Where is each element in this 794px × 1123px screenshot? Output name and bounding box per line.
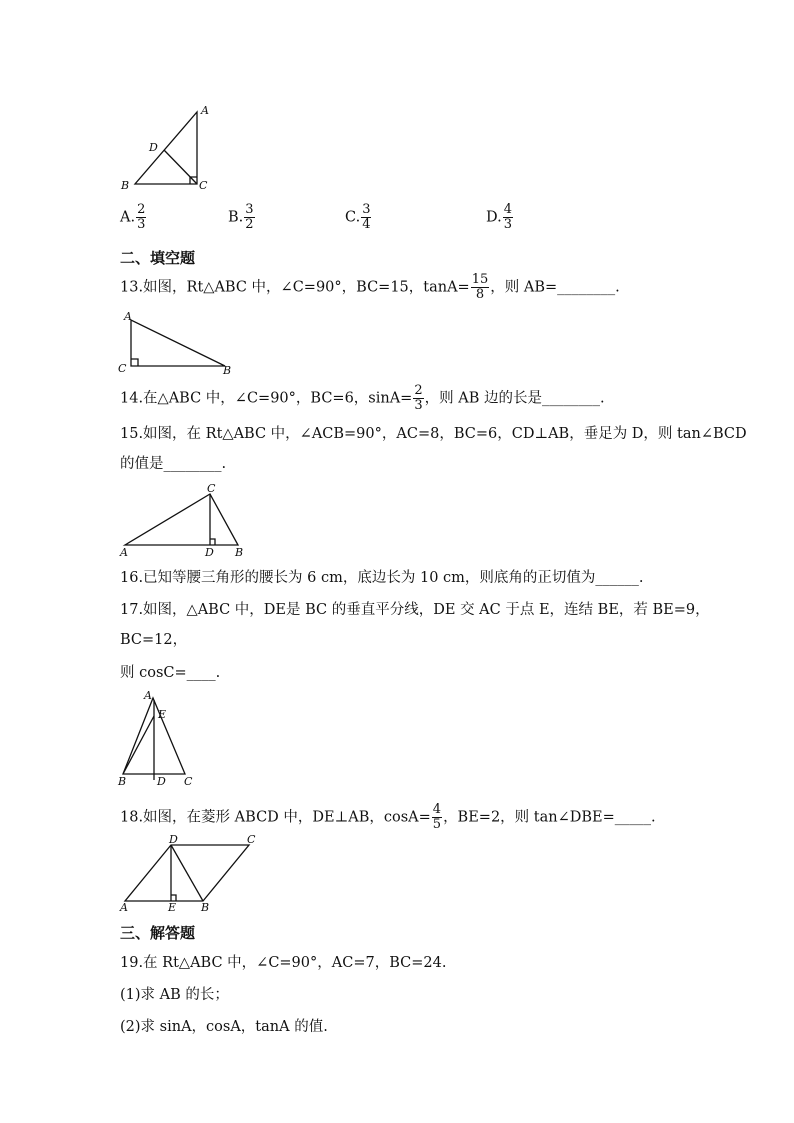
label-a: A — [124, 310, 132, 323]
label-c: C — [118, 362, 127, 375]
option-a: A. $\frac{2}{3}$ — [120, 202, 146, 232]
label-b: B — [223, 364, 232, 375]
option-b: B. $\frac{3}{2}$ — [228, 202, 254, 232]
segment-cd — [164, 150, 197, 184]
label-c: C — [184, 775, 193, 788]
question-15-line2: 的值是________. — [120, 456, 227, 472]
label-b: B — [118, 775, 127, 788]
segment-be — [123, 716, 154, 774]
label-a: A — [120, 901, 128, 914]
figure-q17 — [115, 688, 200, 788]
label-b: B — [121, 179, 130, 192]
triangle-abc — [125, 494, 238, 545]
label-a: A — [120, 546, 128, 559]
question-13: 13.如图，Rt△ABC 中，∠C=90°，BC=15，tanA= $\frac{15}{8}$ ，则 AB=________. — [120, 272, 620, 302]
question-19-part1: (1)求 AB 的长； — [120, 987, 229, 1003]
segment-db — [171, 845, 203, 901]
question-19-part2: (2)求 sinA，cosA，tanA 的值. — [120, 1019, 328, 1035]
question-17-line1: 17.如图，△ABC 中，DE是 BC 的垂直平分线，DE 交 AC 于点 E，连结 BE，若 BE=9， — [120, 602, 710, 618]
label-b: B — [235, 546, 244, 559]
label-b: B — [201, 901, 210, 914]
label-c: C — [207, 482, 216, 495]
right-angle-mark — [131, 359, 138, 366]
section-solve: 三、解答题 — [120, 924, 196, 942]
triangle-abc — [131, 320, 225, 366]
label-a: A — [201, 104, 209, 117]
label-e: E — [168, 901, 177, 914]
question-18: 18.如图，在菱形 ABCD 中，DE⊥AB，cosA= $\frac{4}{5}$ ，BE=2，则 tan∠DBE=_____. — [120, 802, 656, 832]
question-14: 14.在△ABC 中，∠C=90°，BC=6，sinA= $\frac{2}{3}$ ，则 AB 边的长是________. — [120, 383, 605, 413]
label-d: D — [205, 546, 214, 559]
triangle-abc — [135, 112, 197, 184]
label-c: C — [247, 834, 256, 846]
question-15-line1: 15.如图，在 Rt△ABC 中，∠ACB=90°，AC=8，BC=6，CD⊥AB，垂足为 D，则 tan∠BCD — [120, 426, 747, 442]
figure-q18 — [115, 834, 260, 914]
label-d: D — [157, 775, 166, 788]
question-17-line2: BC=12， — [120, 632, 188, 648]
label-e: E — [158, 708, 167, 721]
label-d: D — [169, 834, 178, 846]
figure-q12 — [115, 100, 215, 195]
label-c: C — [199, 179, 208, 192]
section-fill-in-blank: 二、填空题 — [120, 249, 196, 267]
question-16: 16.已知等腰三角形的腰长为 6 cm，底边长为 10 cm，则底角的正切值为______. — [120, 570, 644, 586]
option-d: D. $\frac{4}{3}$ — [486, 202, 512, 232]
question-17-line3: 则 cosC=____. — [120, 665, 221, 681]
option-c: C. $\frac{3}{4}$ — [345, 202, 371, 232]
label-d: D — [149, 141, 158, 154]
figure-q13 — [115, 310, 240, 375]
right-angle-mark — [210, 539, 215, 545]
label-a: A — [144, 689, 152, 702]
question-19-line1: 19.在 Rt△ABC 中，∠C=90°，AC=7，BC=24. — [120, 955, 447, 971]
figure-q15 — [115, 482, 255, 560]
